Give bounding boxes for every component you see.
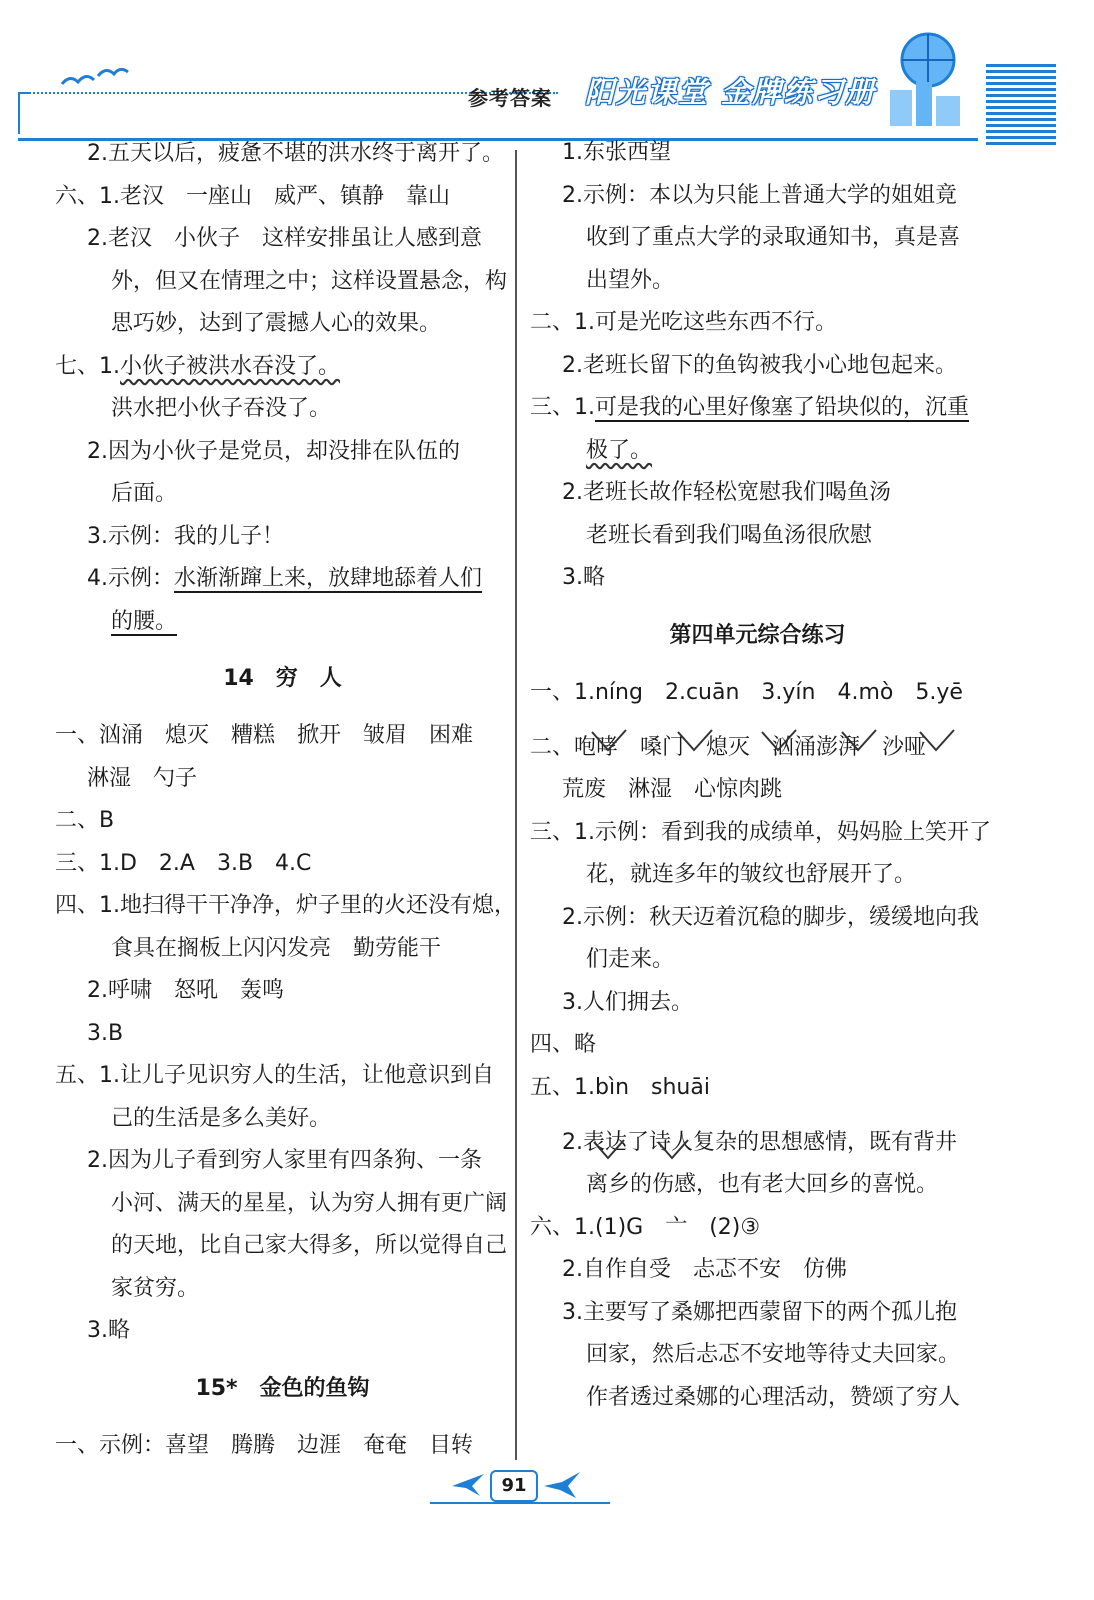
underlined-sentence: 水渐渐蹿上来，放肆地舔着人们 (174, 566, 483, 591)
answer-line: 2.表达了诗人复杂的思想感情，既有背井 (562, 1129, 957, 1155)
check-mark-icon (594, 1140, 624, 1158)
answer-line: 小河、满天的星星，认为穷人拥有更广阔 (111, 1190, 508, 1216)
header-stripes (986, 64, 1056, 146)
answer-line: 三、1.示例：看到我的成绩单，妈妈脸上笑开了 (530, 819, 991, 845)
answer-line: 家贫穷。 (111, 1275, 200, 1301)
answer-line: 3.示例：我的儿子！ (87, 523, 284, 549)
answer-line: 四、1.地扫得干干净净，炉子里的火还没有熄， (55, 893, 516, 918)
answer-line: 六、1.老汉 一座山 威严、镇静 靠山 (55, 183, 450, 209)
lesson-title: 15* 金色的鱼钩 (195, 1375, 370, 1401)
unit-title: 第四单元综合练习 (669, 622, 846, 648)
swallow-icon (542, 1470, 582, 1500)
answer-line: 洪水把小伙子吞没了。 (111, 396, 332, 421)
answer-line: 食具在搁板上闪闪发亮 勤劳能干 (111, 935, 442, 961)
answer-line: 一、汹涌 熄灭 糟糕 掀开 皱眉 困难 (55, 723, 474, 748)
check-marks-2 (530, 1136, 730, 1166)
answer-line: 二、1.可是光吃这些东西不行。 (530, 310, 837, 335)
page-header (0, 0, 1094, 150)
answer-line: 荒废 淋湿 心惊肉跳 (562, 777, 783, 802)
brand-title: 阳光课堂 金牌练习册 (585, 75, 877, 109)
answer-line: 2.自作自受 忐忑不安 仿佛 (562, 1257, 847, 1282)
column-divider (515, 150, 517, 1460)
question-number: 三、1. (530, 395, 595, 420)
wavy-underlined-sentence: 极了。 (586, 437, 653, 463)
underlined-sentence: 的腰。 (111, 608, 178, 634)
answer-line (55, 346, 510, 389)
answer-line (55, 558, 510, 601)
answer-line: 回家，然后忐忑不安地等待丈夫回家。 (586, 1342, 961, 1367)
footer-line (430, 1502, 610, 1504)
answer-line: 2.老班长故作轻松宽慰我们喝鱼汤 (562, 480, 891, 505)
answer-line: 思巧妙，达到了震撼人心的效果。 (111, 311, 442, 336)
wavy-underlined-sentence: 小伙子被洪水吞没了。 (120, 353, 341, 379)
question-number: 4.示例： (87, 566, 174, 591)
answer-line: 五、1.让儿子见识穷人的生活，让他意识到自 (55, 1063, 494, 1088)
check-mark-icon (762, 730, 796, 750)
answer-line: 淋湿 勺子 (87, 765, 198, 791)
left-column (55, 133, 516, 1467)
answer-line: 3.人们拥去。 (562, 989, 693, 1015)
answer-line: 六、1.(1)G 亠 (2)③ (530, 1214, 761, 1240)
answer-line: 2.五天以后，疲惫不堪的洪水终于离开了。 (87, 141, 504, 166)
answer-line: 2.示例：秋天迈着沉稳的脚步，缓缓地向我 (562, 904, 979, 930)
underlined-sentence: 可是我的心里好像塞了铅块似的，沉重 (595, 395, 970, 420)
answer-line: 1.东张西望 (562, 140, 671, 165)
answer-line: 2.老班长留下的鱼钩被我小心地包起来。 (562, 352, 957, 378)
answer-line: 2.呼啸 怒吼 轰鸣 (87, 978, 284, 1003)
answer-line: 2.因为儿子看到穷人家里有四条狗、一条 (87, 1148, 482, 1173)
answer-line (530, 430, 985, 473)
answer-line: 二、B (55, 808, 115, 833)
check-mark-icon (842, 730, 876, 750)
answer-line: 2.因为小伙子是党员，却没排在队伍的 (87, 438, 460, 464)
answer-line: 后面。 (111, 481, 178, 506)
header-corner (18, 92, 30, 134)
answer-line: 的天地，比自己家大得多，所以觉得自己 (111, 1233, 508, 1258)
answer-line: 老班长看到我们喝鱼汤很欣慰 (586, 522, 873, 548)
answer-line: 外，但又在情理之中；这样设置悬念，构 (111, 268, 508, 294)
answer-line (530, 387, 985, 430)
answer-line (55, 601, 510, 644)
answer-line: 2.老汉 小伙子 这样安排虽让人感到意 (87, 226, 482, 251)
swallow-icon (450, 1472, 486, 1498)
answer-line: 花，就连多年的皱纹也舒展开了。 (586, 862, 917, 887)
answer-line: 3.略 (562, 565, 605, 590)
answer-line: 出望外。 (586, 267, 675, 293)
check-mark-icon (920, 730, 954, 750)
answer-line: 五、1.bìn shuāi (530, 1074, 710, 1100)
check-mark-icon (592, 730, 626, 750)
answer-line: 3.略 (87, 1318, 130, 1343)
answer-line: 一、1.níng 2.cuān 3.yín 4.mò 5.yē (530, 679, 963, 705)
page-number: 91 (490, 1470, 538, 1502)
header-label: 参考答案 (468, 86, 552, 110)
answer-line: 二、咆哮 嗓门 熄灭 汹涌澎湃 沙哑 (530, 734, 927, 760)
answer-line: 作者透过桑娜的心理活动，赞颂了穷人 (586, 1384, 961, 1410)
answer-line: 己的生活是多么美好。 (111, 1105, 332, 1131)
answer-line: 四、略 (530, 1032, 597, 1057)
birds-icon (60, 62, 130, 92)
answer-line: 们走来。 (586, 947, 675, 972)
answer-line: 三、1.D 2.A 3.B 4.C (55, 850, 312, 876)
answer-line: 3.主要写了桑娜把西蒙留下的两个孤儿抱 (562, 1299, 957, 1325)
page-footer (430, 1468, 610, 1508)
answer-line: 收到了重点大学的录取通知书，真是喜 (586, 225, 961, 250)
answer-line: 离乡的伤感，也有老大回乡的喜悦。 (586, 1172, 939, 1197)
check-marks (530, 722, 980, 762)
lesson-title: 14 穷 人 (223, 666, 342, 691)
question-number: 七、1. (55, 353, 120, 379)
check-mark-icon (678, 730, 712, 750)
right-column (530, 132, 991, 1419)
answer-line: 3.B (87, 1020, 124, 1046)
globe-icon (880, 20, 970, 130)
answer-line: 一、示例：喜望 腾腾 边涯 奄奄 目转 (55, 1432, 474, 1458)
check-mark-icon (658, 1140, 688, 1158)
answer-line: 2.示例：本以为只能上普通大学的姐姐竟 (562, 182, 957, 208)
